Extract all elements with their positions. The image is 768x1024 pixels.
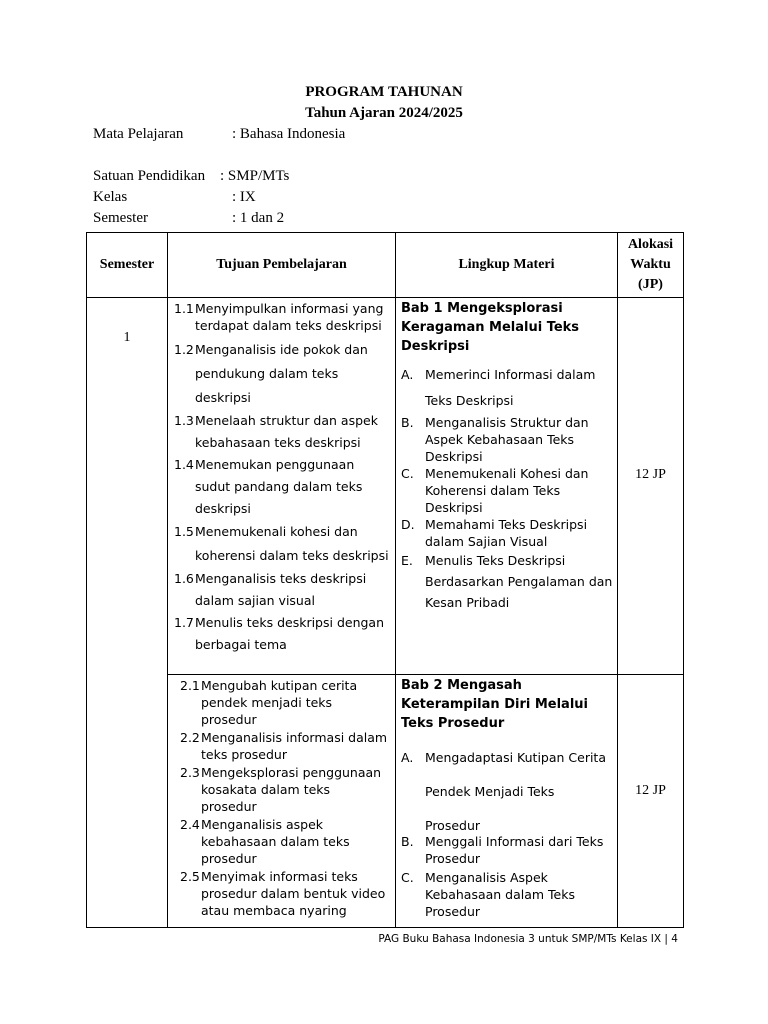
tujuan-item <box>168 868 389 919</box>
table-header-row <box>87 233 684 298</box>
tujuan-num: 1.5 <box>174 524 194 539</box>
table-row <box>87 298 684 675</box>
materi-text: Menggali Informasi dari Teks Prosedur <box>425 834 604 866</box>
tujuan-item <box>168 612 389 656</box>
meta-semester <box>93 210 284 227</box>
tujuan-cell <box>168 298 396 675</box>
header-alokasi <box>618 233 684 298</box>
program-table <box>86 232 684 928</box>
jp-cell <box>618 675 684 928</box>
tujuan-num: 1.2 <box>174 342 194 357</box>
bab-title: Bab 1 Mengeksplorasi Keragaman Melalui Teks Deskripsi <box>401 301 580 354</box>
tujuan-text: Menganalisis aspek kebahasaan dalam teks prosedur <box>201 817 350 866</box>
tujuan-cell <box>168 675 396 928</box>
materi-item <box>401 869 613 920</box>
tujuan-item <box>168 520 389 568</box>
tujuan-item <box>168 729 389 763</box>
semester-value: 1 <box>123 330 131 345</box>
header-alokasi-line3: (JP) <box>638 277 663 292</box>
tujuan-text: Menelaah struktur dan aspek kebahasaan teks deskripsi <box>195 413 378 450</box>
tujuan-num: 2.4 <box>180 817 200 832</box>
table-row <box>87 675 684 928</box>
lingkup-cell <box>396 675 618 928</box>
materi-item <box>401 414 613 465</box>
header-tujuan: Tujuan Pembelajaran <box>168 233 396 298</box>
tujuan-num: 1.3 <box>174 413 194 428</box>
lingkup-cell <box>396 298 618 675</box>
jp-value: 12 JP <box>635 467 666 482</box>
materi-item <box>401 550 613 613</box>
meta-unit <box>93 168 289 185</box>
semester-cell <box>87 298 168 928</box>
header-semester: Semester <box>87 233 168 298</box>
tujuan-num: 2.2 <box>180 730 200 745</box>
meta-semester-label: Semester <box>93 210 148 226</box>
tujuan-text: Menulis teks deskripsi dengan berbagai tema <box>195 615 385 652</box>
materi-text: Menganalisis Aspek Kebahasaan dalam Teks Prosedur <box>425 870 575 919</box>
materi-item <box>401 362 613 414</box>
tujuan-text: Mengeksplorasi penggunaan kosakata dalam teks prosedur <box>201 765 382 814</box>
materi-num: E. <box>401 553 413 568</box>
materi-num: A. <box>401 367 414 382</box>
tujuan-num: 2.1 <box>180 678 200 693</box>
academic-year: Tahun Ajaran 2024/2025 <box>305 105 463 121</box>
materi-text: Menemukenali Kohesi dan Koherensi dalam Teks Deskripsi <box>425 466 589 515</box>
tujuan-num: 1.4 <box>174 457 194 472</box>
tujuan-item <box>168 764 389 815</box>
tujuan-text: Menemukenali kohesi dan koherensi dalam teks deskripsi <box>195 524 389 563</box>
tujuan-text: Menganalisis teks deskripsi dalam sajian visual <box>195 571 367 608</box>
materi-item <box>401 741 613 843</box>
tujuan-num: 1.7 <box>174 615 194 630</box>
tujuan-item <box>168 816 389 867</box>
tujuan-text: Mengubah kutipan cerita pendek menjadi teks prosedur <box>201 678 358 727</box>
meta-unit-value: : SMP/MTs <box>220 168 290 184</box>
meta-unit-label: Satuan Pendidikan <box>93 168 206 184</box>
materi-num: C. <box>401 870 414 885</box>
tujuan-item <box>168 300 389 334</box>
tujuan-item <box>168 677 389 728</box>
tujuan-num: 2.3 <box>180 765 200 780</box>
materi-num: D. <box>401 517 415 532</box>
tujuan-item <box>168 454 389 520</box>
header-lingkup: Lingkup Materi <box>396 233 618 298</box>
tujuan-num: 1.6 <box>174 571 194 586</box>
materi-num: B. <box>401 834 414 849</box>
jp-value: 12 JP <box>635 783 666 798</box>
meta-subject-label: Mata Pelajaran <box>93 126 184 142</box>
header-alokasi-line2: Waktu <box>630 257 671 272</box>
bab-title: Bab 2 Mengasah Keterampilan Diri Melalui Teks Prosedur <box>401 678 588 731</box>
document-title: PROGRAM TAHUNAN <box>305 84 463 100</box>
meta-class-value: : IX <box>232 189 256 205</box>
materi-item <box>401 833 613 867</box>
materi-text: Menulis Teks Deskripsi Berdasarkan Pengalaman dan Kesan Pribadi <box>425 553 613 610</box>
page-footer: PAG Buku Bahasa Indonesia 3 untuk SMP/MTs Kelas IX | 4 <box>378 933 678 945</box>
tujuan-num: 2.5 <box>180 869 200 884</box>
meta-subject <box>93 126 345 143</box>
tujuan-item <box>168 410 389 454</box>
materi-item <box>401 516 613 550</box>
materi-num: B. <box>401 415 414 430</box>
tujuan-num: 1.1 <box>174 301 194 316</box>
tujuan-item <box>168 568 389 612</box>
tujuan-text: Menganalisis informasi dalam teks prosedur <box>201 730 388 762</box>
tujuan-text: Menemukan penggunaan sudut pandang dalam teks deskripsi <box>195 457 363 516</box>
materi-num: A. <box>401 750 414 765</box>
tujuan-text: Menyimpulkan informasi yang terdapat dalam teks deskripsi <box>195 301 384 333</box>
meta-class <box>93 189 256 206</box>
jp-cell <box>618 298 684 675</box>
meta-semester-value: : 1 dan 2 <box>232 210 285 226</box>
tujuan-text: Menyimak informasi teks prosedur dalam bentuk video atau membaca nyaring <box>201 869 386 918</box>
meta-class-label: Kelas <box>93 189 128 205</box>
materi-text: Menganalisis Struktur dan Aspek Kebahasaan Teks Deskripsi <box>425 415 589 464</box>
tujuan-text: Menganalisis ide pokok dan pendukung dalam teks deskripsi <box>195 342 368 405</box>
materi-num: C. <box>401 466 414 481</box>
tujuan-item <box>168 338 389 410</box>
materi-text: Mengadaptasi Kutipan Cerita Pendek Menjadi Teks Prosedur <box>425 750 606 833</box>
materi-text: Memahami Teks Deskripsi dalam Sajian Visual <box>425 517 588 549</box>
materi-text: Memerinci Informasi dalam Teks Deskripsi <box>425 367 596 408</box>
meta-subject-value: : Bahasa Indonesia <box>232 126 346 142</box>
header-alokasi-line1: Alokasi <box>627 237 674 252</box>
materi-item <box>401 465 613 516</box>
